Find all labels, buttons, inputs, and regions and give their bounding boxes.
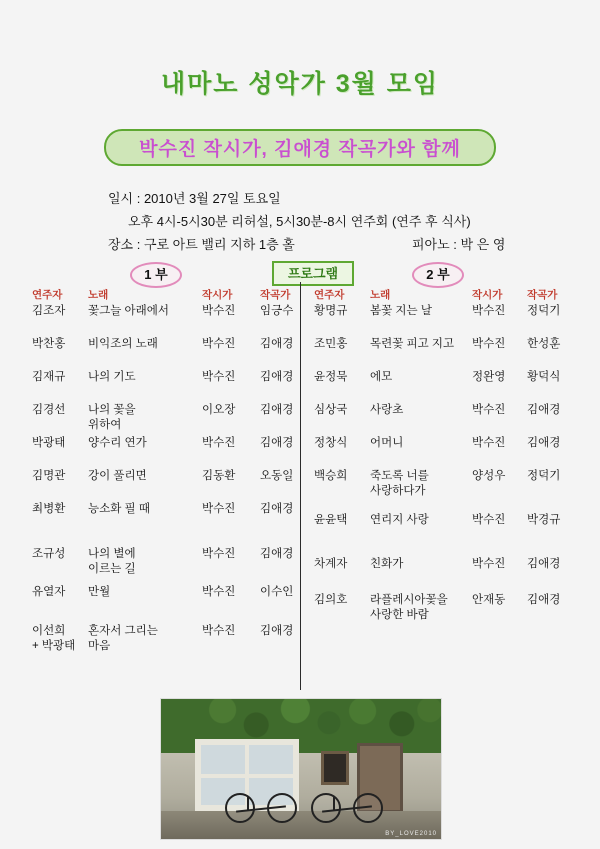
composer-name: 김애경 [260,437,294,449]
composer-name: 김애경 [260,338,294,350]
performer-name: 김재규 [32,371,66,383]
col-header-singer-left: 연주자 [32,289,63,301]
song-title: 꽃그늘 아래에서 [88,305,169,317]
lyricist-name: 박수진 [202,305,236,317]
composer-name: 김애경 [527,594,561,606]
list-item [314,511,576,533]
lyricist-name: 박수진 [202,625,236,637]
col-header-song-left: 노래 [88,289,109,301]
performer-name: 심상국 [314,404,348,416]
program-list-part2 [314,302,576,621]
performer-name: 최병환 [32,503,66,515]
lyricist-name: 양성우 [472,470,506,482]
composer-name: 정덕기 [527,470,561,482]
lyricist-name: 박수진 [472,338,506,350]
song-title: 연리지 사랑 [370,514,429,526]
lyricist-name: 박수진 [472,404,506,416]
performer-name: 김경선 [32,404,66,416]
composer-name: 김애경 [260,404,294,416]
composer-name: 정덕기 [527,305,561,317]
lyricist-name: 박수진 [202,586,236,598]
lyricist-name: 박수진 [202,548,236,560]
song-title-cont: 마음 [88,640,111,652]
list-item [314,401,576,434]
composer-name: 김애경 [260,503,294,515]
list-item [314,434,576,467]
part-2-badge: 2 부 [412,262,464,288]
composer-name: 김애경 [527,558,561,570]
performer-name: 김조자 [32,305,66,317]
song-title: 죽도록 너를 [370,470,429,482]
composer-name: 오동일 [260,470,294,482]
program-label: 프로그램 [272,261,354,286]
song-title-cont: 이르는 길 [88,563,136,575]
col-header-lyricist-left: 작시가 [202,289,233,301]
lyricist-name: 박수진 [202,437,236,449]
song-title: 나의 별에 [88,548,136,560]
performer-name: 김의호 [314,594,348,606]
composer-name: 김애경 [260,625,294,637]
song-title: 혼자서 그리는 [88,625,158,637]
lyricist-name: 이오장 [202,404,236,416]
song-title: 사랑초 [370,404,404,416]
performer-name: 조민홍 [314,338,348,350]
list-item [32,434,294,467]
bicycle-icon [311,791,383,823]
performer-name: 윤정묵 [314,371,348,383]
song-title: 비익조의 노래 [88,338,158,350]
program-list-part1 [32,302,294,652]
song-title: 나의 기도 [88,371,136,383]
col-header-song-right: 노래 [370,289,391,301]
lyricist-name: 박수진 [202,338,236,350]
song-title: 목련꽃 피고 지고 [370,338,455,350]
lyricist-name: 박수진 [202,503,236,515]
composer-name: 한성훈 [527,338,561,350]
list-item [314,335,576,368]
lyricist-name: 박수진 [202,371,236,383]
performer-name: 백승희 [314,470,348,482]
banner-text: 박수진 작시가, 김애경 작곡가와 함께 [139,139,461,160]
composer-name: 황덕식 [527,371,561,383]
song-title: 능소화 필 때 [88,503,150,515]
photo-credit: BY_LOVE2010 [385,831,437,837]
song-title: 봄꽃 지는 날 [370,305,432,317]
list-item [32,368,294,401]
lyricist-name: 박수진 [472,514,506,526]
song-title: 양수리 연가 [88,437,147,449]
performer-name: 황명규 [314,305,348,317]
list-item [314,368,576,401]
bicycle-icon [225,791,297,823]
list-item [32,533,294,575]
list-item [314,575,576,621]
song-title: 나의 꽃을 [88,404,136,416]
performer-name: 정창식 [314,437,348,449]
list-item [32,401,294,434]
song-title: 라플레시아꽃을 [370,594,448,606]
column-divider [300,282,301,690]
composer-name: 임긍수 [260,305,294,317]
song-title-cont: 위하여 [88,419,122,431]
performer-name: 유열자 [32,586,66,598]
lyricist-name: 박수진 [472,558,506,570]
lyricist-name: 박수진 [472,437,506,449]
decorative-photo [160,698,442,840]
list-item [314,467,576,511]
lyricist-name: 박수진 [472,305,506,317]
performer-name: 차계자 [314,558,348,570]
song-title: 에모 [370,371,393,383]
photo-chalkboard [321,751,349,785]
composer-name: 김애경 [260,548,294,560]
composer-name: 김애경 [527,437,561,449]
list-item [32,608,294,652]
lyricist-name: 안재동 [472,594,506,606]
info-date: 일시 : 2010년 3월 27일 토요일 [108,191,281,206]
list-item [314,302,576,335]
song-title: 친화가 [370,558,404,570]
lyricist-name: 김동환 [202,470,236,482]
list-item [32,302,294,335]
composer-name: 박경규 [527,514,561,526]
song-title-cont: 사랑한 바람 [370,609,429,621]
performer-name: 조규성 [32,548,66,560]
list-item [314,533,576,575]
song-title: 어머니 [370,437,404,449]
song-title: 만월 [88,586,111,598]
performer-name: 김명관 [32,470,66,482]
col-header-singer-right: 연주자 [314,289,345,301]
list-item [32,500,294,533]
composer-name: 김애경 [527,404,561,416]
list-item [32,335,294,368]
part-1-badge: 1 부 [130,262,182,288]
col-header-composer-right: 작곡가 [527,289,558,301]
list-item [32,575,294,608]
composer-name: 김애경 [260,371,294,383]
performer-name: 박찬홍 [32,338,66,350]
col-header-lyricist-right: 작시가 [472,289,503,301]
performer-name: 이선희 [32,625,66,637]
song-title: 강이 풀리면 [88,470,147,482]
performer-name: 윤윤택 [314,514,348,526]
info-piano: 피아노 : 박 은 영 [412,237,506,252]
info-place: 장소 : 구로 아트 밸리 지하 1층 홀 [108,237,295,252]
performer-name-cont: + 박광태 [32,640,76,652]
performer-name: 박광태 [32,437,66,449]
song-title-cont: 사랑하다가 [370,485,426,497]
lyricist-name: 정완영 [472,371,506,383]
composer-name: 이수인 [260,586,294,598]
page-title: 내마노 성악가 3월 모임 [160,70,440,98]
col-header-composer-left: 작곡가 [260,289,291,301]
list-item [32,467,294,500]
info-time: 오후 4시-5시30분 리허설, 5시30분-8시 연주회 (연주 후 식사) [128,214,471,229]
